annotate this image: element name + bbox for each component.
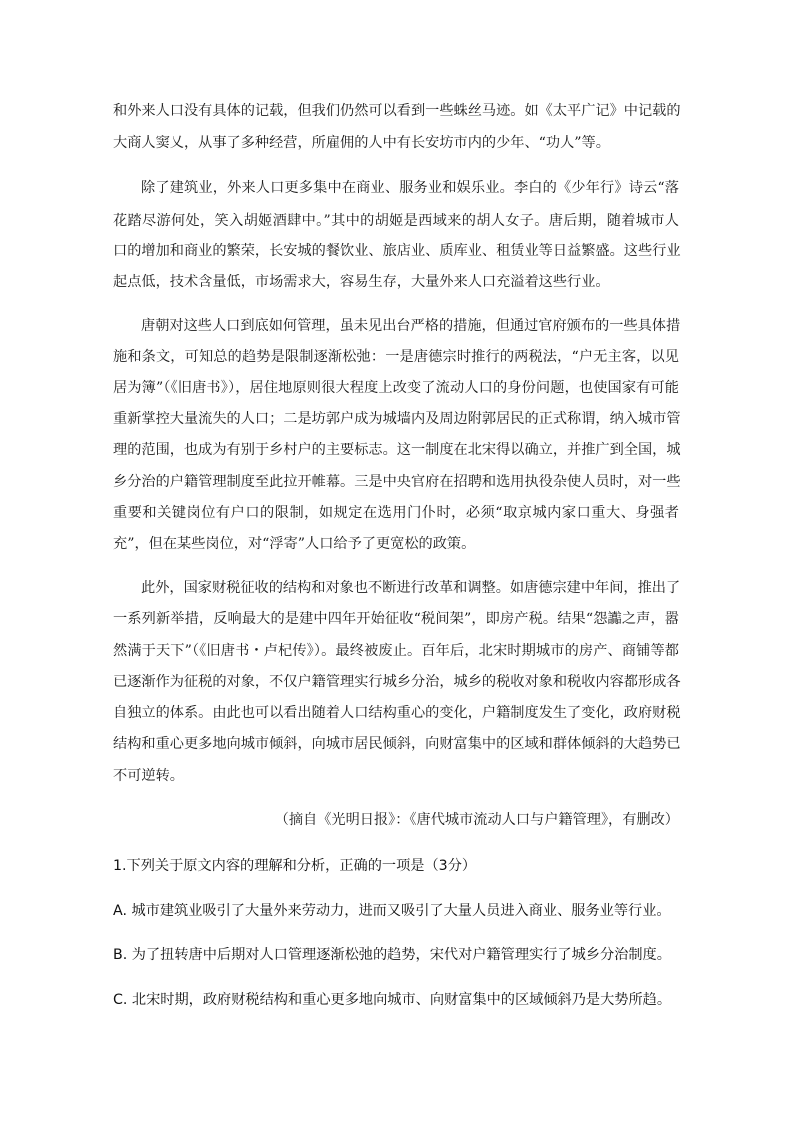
paragraph-3-line-1: 唐朝对这些人口到底如何管理，虽未见出台严格的措施，但通过官府颁布的一些具体措 (141, 318, 681, 334)
paragraph-3-line-3: 居为簿”（《旧唐书》），居住地原则很大程度上改变了流动人口的身份问题，也使国家有可能 (113, 380, 679, 396)
paragraph-4-line-1: 此外，国家财税征收的结构和对象也不断进行改革和调整。如唐德宗建中年间，推出了 (141, 580, 681, 596)
paragraph-4-line-2: 一系列新举措，反响最大的是建中四年开始征收“税间架”，即房产税。结果“怨讟之声，嚣 (113, 611, 679, 627)
option-b: B. 为了扭转唐中后期对人口管理逐渐松弛的趋势，宋代对户籍管理实行了城乡分治制度。 (113, 947, 671, 963)
paragraph-3-line-8: 充”，但在某些岗位，对“浮寄”人口给予了更宽松的政策。 (113, 536, 476, 552)
paragraph-4-line-5: 自独立的体系。由此也可以看出随着人口结构重心的变化，户籍制度发生了变化，政府财税 (113, 705, 681, 721)
paragraph-2-line-3: 口的增加和商业的繁荣，长安城的餐饮业、旅店业、质库业、租赁业等日益繁盛。这些行业 (113, 243, 681, 259)
option-c: C. 北宋时期，政府财税结构和重心更多地向城市、向财富集中的区域倾斜乃是大势所趋。 (113, 992, 672, 1008)
paragraph-3-line-5: 理的范围，也成为有别于乡村户的主要标志。这一制度在北宋得以确立，并推广到全国，城 (113, 442, 681, 458)
option-a: A. 城市建筑业吸引了大量外来劳动力，进而又吸引了大量人员进入商业、服务业等行业。 (113, 903, 671, 919)
paragraph-1-line-1: 和外来人口没有具体的记载，但我们仍然可以看到一些蛛丝马迹。如《太平广记》中记载的 (113, 103, 681, 119)
paragraph-3-line-7: 重要和关键岗位有户口的限制，如规定在选用门仆时，必须“取京城内家口重大、身强者 (113, 505, 679, 521)
paragraph-4-line-3: 然满于天下”（《旧唐书・卢杞传》）。最终被废止。百年后，北宋时期城市的房产、商铺等都 (113, 643, 679, 659)
paragraph-2-line-1: 除了建筑业，外来人口更多集中在商业、服务业和娱乐业。李白的《少年行》诗云“落 (141, 180, 679, 196)
paragraph-3-line-2: 施和条文，可知总的趋势是限制逐渐松弛：一是唐德宗时推行的两税法，“户无主客，以见 (113, 349, 679, 365)
source-citation: （摘自《光明日报》：《唐代城市流动人口与户籍管理》，有删改） (274, 812, 679, 828)
paragraph-4-line-7: 不可逆转。 (113, 768, 184, 784)
paragraph-3-line-4: 重新掌控大量流失的人口；二是坊郭户成为城墙内及周边附郭居民的正式称谓，纳入城市管 (113, 411, 681, 427)
paragraph-2-line-4: 起点低，技术含量低，市场需求大，容易生存，大量外来人口充溢着这些行业。 (113, 274, 610, 290)
paragraph-3-line-6: 乡分治的户籍管理制度至此拉开帷幕。三是中央官府在招聘和选用执役杂使人员时，对一些 (113, 474, 681, 490)
paragraph-1-line-2: 大商人窦乂，从事了多种经营，所雇佣的人中有长安坊市内的少年、“功人”等。 (113, 135, 610, 151)
paragraph-4-line-4: 已逐渐作为征税的对象，不仅户籍管理实行城乡分治，城乡的税收对象和税收内容都形成各 (113, 674, 681, 690)
question-stem: 1.下列关于原文内容的理解和分析，正确的一项是（3分） (113, 858, 477, 874)
paragraph-2-line-2: 花踏尽游何处，笑入胡姬酒肆中。”其中的胡姬是西域来的胡人女子。唐后期，随着城市人 (113, 213, 679, 229)
paragraph-4-line-6: 结构和重心更多地向城市倾斜，向城市居民倾斜，向财富集中的区域和群体倾斜的大趋势已 (113, 736, 681, 752)
